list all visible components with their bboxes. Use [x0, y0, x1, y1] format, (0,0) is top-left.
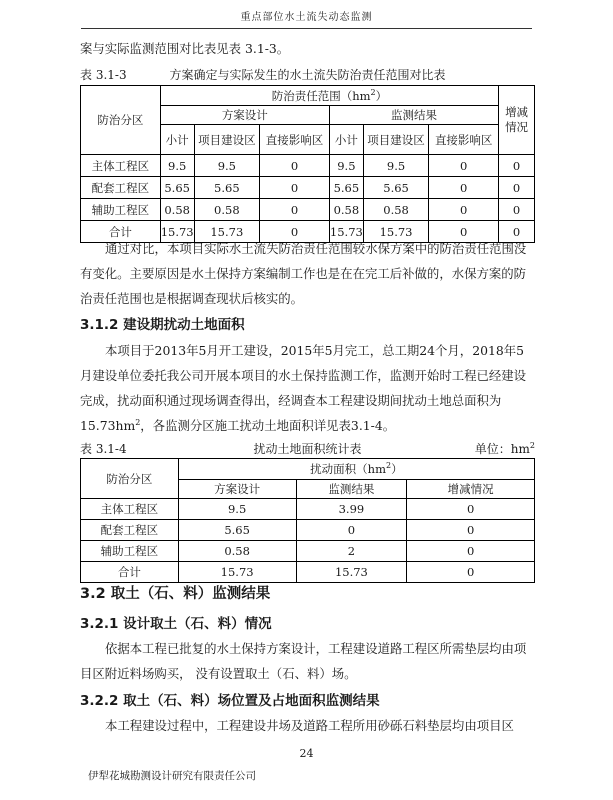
table1-caption	[80, 66, 535, 84]
zone-cell: 配套工程区	[81, 177, 161, 199]
col-direct-impact: 直接影响区	[260, 125, 330, 155]
value-cell: 0.58	[178, 541, 296, 562]
table1-number: 表 3.1-3	[80, 68, 127, 82]
value-cell: 0	[407, 499, 535, 520]
table-row	[81, 520, 535, 541]
zone-header: 防治分区	[81, 459, 179, 499]
value-cell: 3.99	[296, 499, 407, 520]
running-header: 重点部位水土流失动态监测	[81, 8, 532, 29]
value-cell: 5.65	[194, 177, 259, 199]
value-cell: 15.73	[178, 562, 296, 583]
zone-cell: 辅助工程区	[81, 199, 161, 221]
value-cell: 0	[296, 520, 407, 541]
value-cell: 0	[499, 177, 535, 199]
value-cell: 15.73	[363, 221, 428, 243]
zone-cell: 合计	[81, 562, 179, 583]
value-cell: 0	[429, 199, 499, 221]
value-cell: 0	[407, 541, 535, 562]
zone-cell: 合计	[81, 221, 161, 243]
zone-cell: 主体工程区	[81, 155, 161, 177]
value-cell: 0	[429, 177, 499, 199]
table2-caption	[80, 440, 535, 458]
value-cell: 0	[429, 221, 499, 243]
zone-header: 防治分区	[81, 86, 161, 155]
zone-cell: 配套工程区	[81, 520, 179, 541]
section-heading-3-1-2: 3.1.2 建设期扰动土地面积	[80, 317, 245, 333]
paragraph-borrow-location: 本工程建设过程中，工程建设井场及道路工程所用砂砾石料垫层均由项目区	[105, 718, 514, 733]
monitor-header: 监测结果	[329, 106, 498, 125]
col-direct-impact: 直接影响区	[429, 125, 499, 155]
table2-unit: 单位：$hm^2$	[474, 441, 535, 456]
col-construction-area: 项目建设区	[363, 125, 428, 155]
table-row	[81, 177, 535, 199]
value-cell: 15.73	[296, 562, 407, 583]
page-number: 24	[299, 747, 314, 760]
section-heading-3-2-1: 3.2.1 设计取土（石、料）情况	[80, 616, 272, 632]
value-cell: 9.5	[194, 155, 259, 177]
value-cell: 15.73	[160, 221, 194, 243]
scope-header: 防治责任范围$(hm^2)$	[160, 86, 498, 106]
value-cell: 0	[407, 520, 535, 541]
value-cell: 0	[260, 199, 330, 221]
zone-cell: 主体工程区	[81, 499, 179, 520]
table2-title: 扰动土地面积统计表	[253, 442, 362, 456]
change-header: 增减情况	[499, 86, 535, 155]
table-row	[81, 155, 535, 177]
value-cell: 9.5	[329, 155, 363, 177]
table-row	[81, 541, 535, 562]
value-cell: 15.73	[329, 221, 363, 243]
value-cell: 15.73	[194, 221, 259, 243]
zone-cell: 辅助工程区	[81, 541, 179, 562]
col-construction-area: 项目建设区	[194, 125, 259, 155]
value-cell: 0	[260, 177, 330, 199]
value-cell: 5.65	[160, 177, 194, 199]
value-cell: 5.65	[363, 177, 428, 199]
value-cell: 0	[429, 155, 499, 177]
area-header: 扰动面积$(hm^2)$	[178, 459, 534, 480]
col-plan: 方案设计	[178, 480, 296, 499]
section-heading-3-2: 3.2 取土（石、料）监测结果	[80, 586, 271, 602]
value-cell: 0.58	[329, 199, 363, 221]
section-heading-3-2-2: 3.2.2 取土（石、料）场位置及占地面积监测结果	[80, 693, 380, 709]
value-cell: 9.5	[178, 499, 296, 520]
intro-line: 案与实际监测范围对比表见表 3.1-3。	[80, 41, 290, 56]
paragraph-comparison: 通过对比，本项目实际水土流失防治责任范围较水保方案中的防治责任范围没有变化。主要原因是水土保持方案编制工作也是在在完工后补做的，水保方案的防治责任范围也是根据调查现状后核实的。	[80, 241, 527, 306]
col-monitor: 监测结果	[296, 480, 407, 499]
value-cell: 0	[260, 221, 330, 243]
responsibility-scope-table	[80, 85, 535, 243]
value-cell: 9.5	[160, 155, 194, 177]
value-cell: 0	[260, 155, 330, 177]
table2-number: 表 3.1-4	[80, 442, 127, 456]
value-cell: 2	[296, 541, 407, 562]
footer-company: 伊犁花城勘测设计研究有限责任公司	[88, 770, 256, 782]
paragraph-disturbance: 本项目于2013年5月开工建设，2015年5月完工，总工期24个月，2018年5月建设单位委托我公司开展本项目的水土保持监测工作，监测开始时工程已经建设完成，扰动面积通过现场调查得出，经调查本工程建设期间扰动土地总面积为$15.73hm^2$，各监测分区施工扰动土地面积详见表3.1-4。	[80, 343, 527, 433]
table-row	[81, 199, 535, 221]
value-cell: 5.65	[329, 177, 363, 199]
value-cell: 0.58	[194, 199, 259, 221]
col-subtotal: 小计	[329, 125, 363, 155]
value-cell: 0.58	[363, 199, 428, 221]
value-cell: 0	[499, 199, 535, 221]
table1-title: 方案确定与实际发生的水土流失防治责任范围对比表	[169, 68, 446, 82]
disturbed-area-table	[80, 458, 535, 583]
value-cell: 5.65	[178, 520, 296, 541]
plan-header: 方案设计	[160, 106, 329, 125]
value-cell: 0	[499, 221, 535, 243]
paragraph-design-borrow: 依据本工程已批复的水土保持方案设计，工程建设道路工程区所需垫层均由项目区附近料场购买， 没有设置取土（石、料）场。	[80, 641, 527, 681]
table-row	[81, 562, 535, 583]
col-subtotal: 小计	[160, 125, 194, 155]
table-row	[81, 499, 535, 520]
value-cell: 0.58	[160, 199, 194, 221]
value-cell: 9.5	[363, 155, 428, 177]
col-change: 增减情况	[407, 480, 535, 499]
value-cell: 0	[407, 562, 535, 583]
value-cell: 0	[499, 155, 535, 177]
